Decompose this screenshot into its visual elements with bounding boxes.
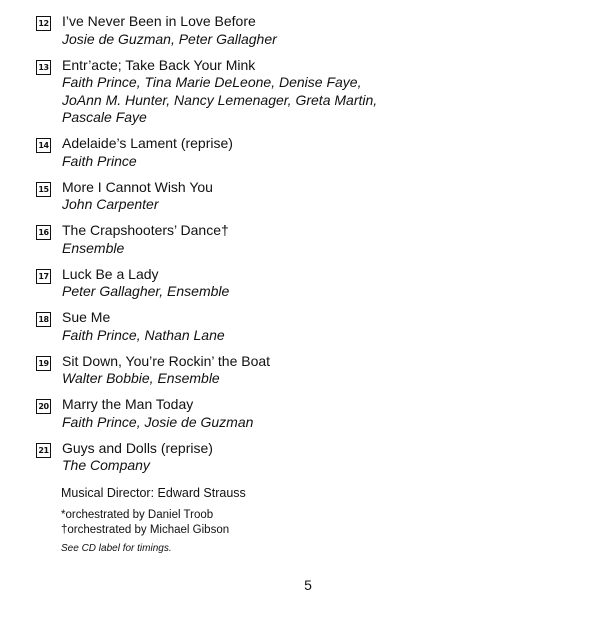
- track-performers: Faith Prince, Josie de Guzman: [62, 413, 254, 430]
- track-item: [36, 309, 576, 344]
- timings-note: See CD label for timings.: [61, 543, 172, 554]
- track-title: Sit Down, You’re Rockin’ the Boat: [62, 352, 271, 369]
- track-title: Guys and Dolls (reprise): [62, 439, 213, 456]
- track-title: Entr’acte; Take Back Your Mink: [62, 56, 256, 73]
- track-title: The Crapshooters’ Dance†: [62, 222, 229, 238]
- track-title: Luck Be a Lady: [62, 265, 159, 282]
- track-number-badge: 18: [36, 312, 51, 327]
- track-title: More I Cannot Wish You: [62, 178, 213, 195]
- track-title: I’ve Never Been in Love Before: [62, 13, 256, 29]
- orchestration-note: †orchestrated by Michael Gibson: [61, 524, 230, 536]
- track-performers: Faith Prince, Nathan Lane: [62, 326, 225, 343]
- track-number-badge: 16: [36, 225, 51, 240]
- track-performers: Faith Prince: [62, 152, 137, 169]
- track-item: [36, 179, 576, 214]
- musical-director-credit: Musical Director: Edward Strauss: [61, 486, 246, 500]
- track-performers: The Company: [62, 457, 150, 473]
- track-title: Marry the Man Today: [62, 396, 194, 412]
- orchestration-note: *orchestrated by Daniel Troob: [61, 509, 214, 521]
- track-item: [36, 353, 576, 388]
- track-number-badge: 19: [36, 356, 51, 371]
- track-performers: Ensemble: [62, 239, 125, 256]
- track-item: [36, 440, 576, 475]
- track-list: [36, 13, 576, 483]
- track-number-badge: 20: [36, 399, 51, 414]
- track-number-badge: 21: [36, 443, 51, 458]
- track-item: [36, 135, 576, 170]
- track-item: [36, 57, 576, 127]
- track-performers: Josie de Guzman, Peter Gallagher: [62, 30, 277, 47]
- track-performers: Peter Gallagher, Ensemble: [62, 283, 230, 299]
- track-performers: Pascale Faye: [62, 109, 147, 125]
- track-item: [36, 266, 576, 301]
- credits-block: [61, 485, 561, 556]
- track-number-badge: 13: [36, 60, 51, 75]
- track-number-badge: 17: [36, 269, 51, 284]
- track-item: [36, 13, 576, 48]
- track-performers: Walter Bobbie, Ensemble: [62, 370, 220, 386]
- track-performers: Faith Prince, Tina Marie DeLeone, Denise Faye,: [62, 74, 362, 90]
- track-performers: John Carpenter: [62, 196, 159, 212]
- track-number-badge: 15: [36, 182, 51, 197]
- track-number-badge: 12: [36, 16, 51, 31]
- track-item: [36, 396, 576, 431]
- track-title: Sue Me: [62, 309, 111, 325]
- track-performers: JoAnn M. Hunter, Nancy Lemenager, Greta Martin,: [62, 91, 378, 108]
- track-title: Adelaide’s Lament (reprise): [62, 135, 233, 151]
- track-item: [36, 222, 576, 257]
- track-number-badge: 14: [36, 138, 51, 153]
- page-number: 5: [304, 577, 312, 593]
